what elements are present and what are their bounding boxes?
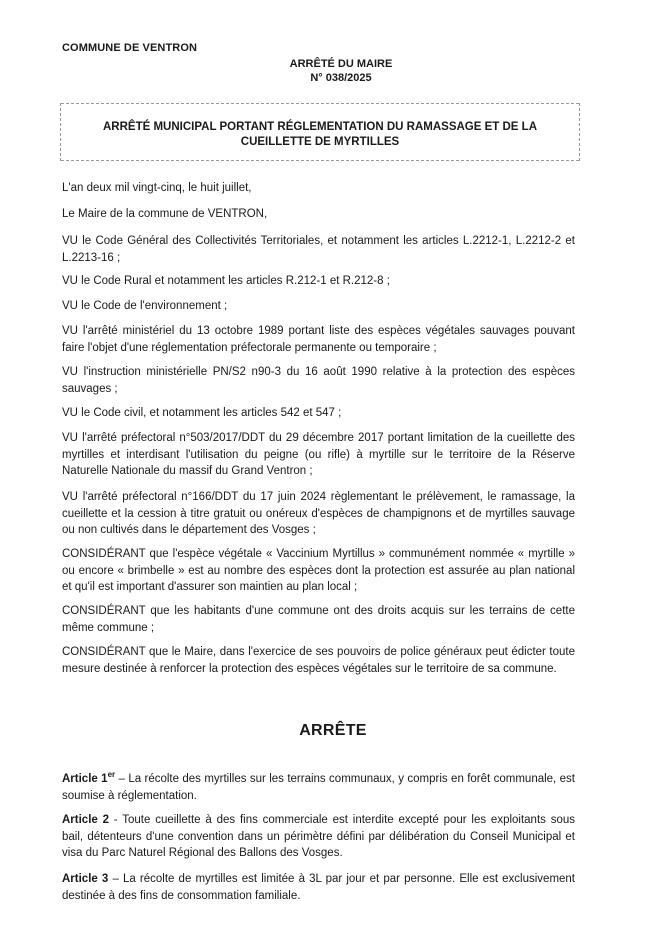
article-1 <box>62 771 575 804</box>
article-3-label: Article 3 <box>62 873 109 885</box>
preamble-mayor: Le Maire de la commune de VENTRON, <box>62 208 268 220</box>
preamble-date: L'an deux mil vingt-cinq, le huit juillet, <box>62 182 252 194</box>
title-box-bottom-rule <box>61 160 579 161</box>
article-3 <box>62 871 575 904</box>
preamble-vu-code-civil: VU le Code civil, et notamment les articles 542 et 547 ; <box>62 407 342 419</box>
article-2-label: Article 2 <box>62 814 109 826</box>
article-1-separator: – <box>115 773 129 785</box>
preamble-vu-arrete-2017: VU l'arrêté préfectoral n°503/2017/DDT du 29 décembre 2017 portant limitation de la cueillette des myrtilles et interdisant l'utilisation du peigne (ou rifle) à myrtille sur le territoire de la Réserve Naturelle Nationale du massif du Grand Ventron ; <box>62 432 575 477</box>
preamble-vu-code-environnement: VU le Code de l'environnement ; <box>62 300 228 312</box>
article-1-text: La récolte des myrtilles sur les terrains communaux, y compris en forêt communale, est soumise à réglementation. <box>62 773 575 802</box>
commune-name: COMMUNE DE VENTRON <box>62 42 198 54</box>
article-3-separator: – <box>108 873 123 885</box>
article-2 <box>62 812 575 862</box>
decision-heading: ARRÊTE <box>299 722 367 739</box>
document-title: ARRÊTÉ MUNICIPAL PORTANT RÉGLEMENTATION DU RAMASSAGE ET DE LA CUEILLETTE DE MYRTILLES <box>102 121 538 148</box>
article-2-text: Toute cueillette à des fins commerciale est interdite excepté pour les exploitants sous bail, détenteurs d'une convention dans un périmètre défini par délibération du Conseil Municipal et visa du Parc Naturel Régional des Ballons des Vosges. <box>62 814 575 859</box>
article-2-separator: - <box>109 814 123 826</box>
arrete-title: ARRÊTÉ DU MAIRE <box>289 58 393 70</box>
preamble-considerant-habitants: CONSIDÉRANT que les habitants d'une commune ont des droits acquis sur les terrains de cette même commune ; <box>62 605 575 634</box>
preamble-vu-arrete-2024: VU l'arrêté préfectoral n°166/DDT du 17 juin 2024 règlementant le prélèvement, le ramassage, la cueillette et la cession à titre gratuit ou onéreux d'espèces de champignons et de myrtilles sauvage ou non cultivés dans le département des Vosges ; <box>62 491 575 536</box>
preamble-vu-arrete-1989: VU l'arrêté ministériel du 13 octobre 1989 portant liste des espèces végétales sauvages pouvant faire l'objet d'une réglementation préfectorale permanente ou temporaire ; <box>62 325 575 354</box>
arrete-number: N° 038/2025 <box>310 72 372 84</box>
article-3-text: La récolte de myrtilles est limitée à 3L par jour et par personne. Elle est exclusivement destinée à des fins de consommation familiale. <box>62 873 576 902</box>
preamble-vu-instruction-1990: VU l'instruction ministérielle PN/S2 n90-3 du 16 août 1990 relative à la protection des espèces sauvages ; <box>62 366 575 395</box>
preamble-considerant-maire: CONSIDÉRANT que le Maire, dans l'exercice de ses pouvoirs de police généraux peut édicter toute mesure destinée à renforcer la protection des espèces végétales sur le territoire de sa commune. <box>62 646 575 675</box>
article-1-sup: er <box>107 770 116 780</box>
preamble-vu-code-rural: VU le Code Rural et notamment les articles R.212-1 et R.212-8 ; <box>62 275 390 287</box>
preamble-vu-cgct: VU le Code Général des Collectivités Territoriales, et notamment les articles L.2212-1, L.2212-2 et L.2213-16 ; <box>62 235 575 264</box>
article-1-label: Article 1er <box>62 770 116 785</box>
preamble-considerant-espece: CONSIDÉRANT que l'espèce végétale « Vaccinium Myrtillus » communément nommée « myrtille » ou encore « brimbelle » est au nombre des espèces dont la protection est assurée au plan national et qu'il est important d'assurer son maintien au plan local ; <box>62 548 575 593</box>
title-box <box>60 103 580 161</box>
title-box-top-rule <box>61 103 579 104</box>
